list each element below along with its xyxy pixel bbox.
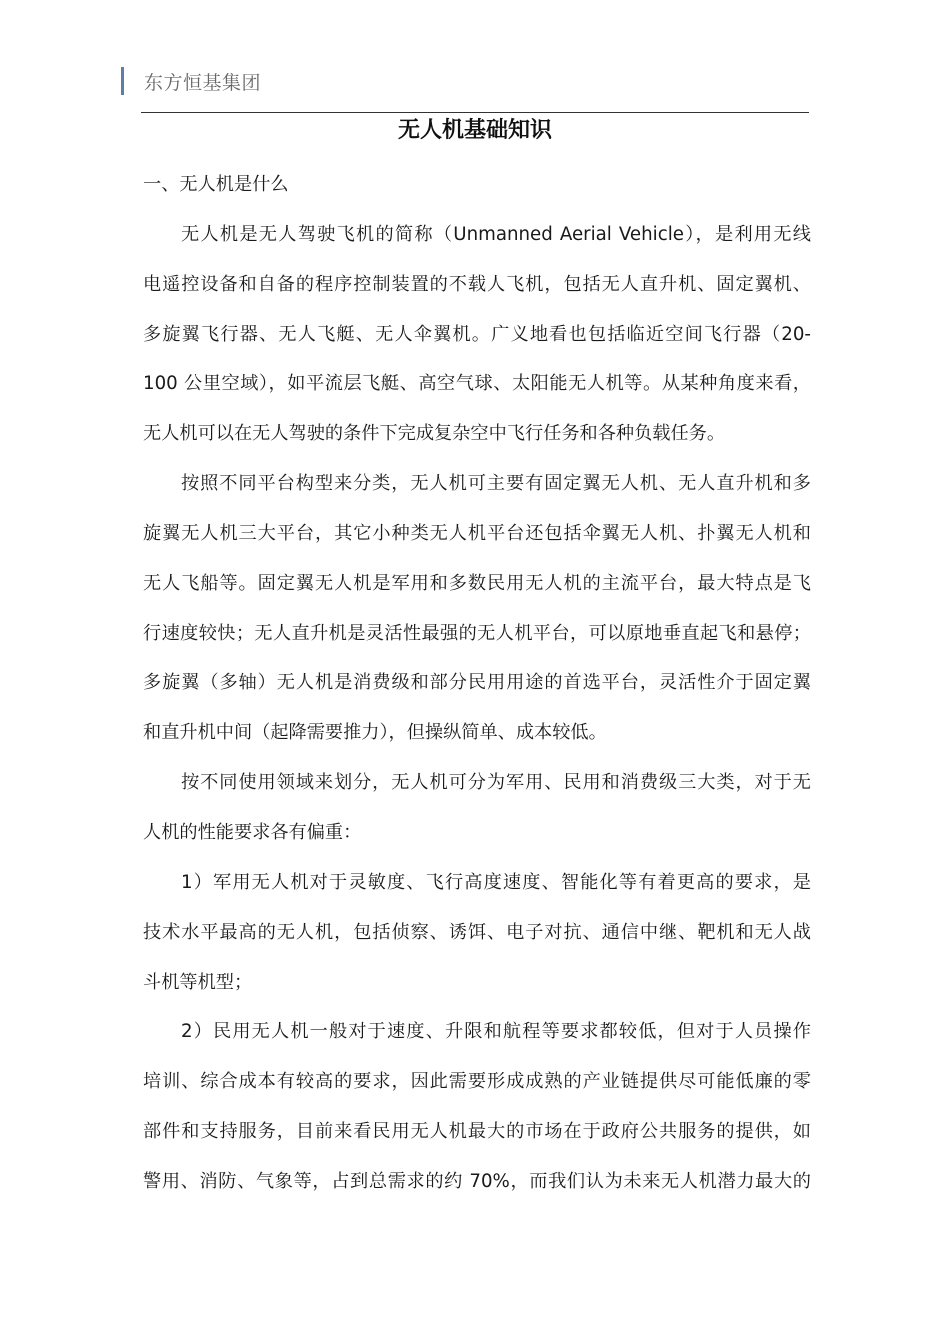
body-text-line: 按不同使用领域来划分，无人机可分为军用、民用和消费级三大类，对于无 — [181, 772, 811, 794]
body-text-line: 无人飞船等。固定翼无人机是军用和多数民用无人机的主流平台，最大特点是飞 — [143, 572, 811, 594]
body-text-line: 电遥控设备和自备的程序控制装置的不载人飞机，包括无人直升机、固定翼机、 — [143, 273, 811, 295]
body-text-line: 行速度较快；无人直升机是灵活性最强的无人机平台，可以原地垂直起飞和悬停； — [143, 622, 811, 644]
body-text-line: 人机的性能要求各有偏重： — [143, 821, 362, 843]
body-text-line: 警用、消防、气象等，占到总需求的约 70%，而我们认为未来无人机潜力最大的 — [143, 1170, 811, 1192]
body-text-line: 1）军用无人机对于灵敏度、飞行高度速度、智能化等有着更高的要求，是 — [181, 871, 811, 893]
body-text-line: 多旋翼（多轴）无人机是消费级和部分民用用途的首选平台，灵活性介于固定翼 — [143, 672, 811, 694]
document-body — [143, 160, 811, 1207]
body-text-line: 2）民用无人机一般对于速度、升限和航程等要求都较低，但对于人员操作 — [181, 1021, 811, 1043]
page-header — [121, 66, 261, 96]
body-text-line: 技术水平最高的无人机，包括侦察、诱饵、电子对抗、通信中继、靶机和无人战 — [143, 921, 811, 943]
section-heading: 一、无人机是什么 — [143, 174, 289, 195]
body-text-line: 无人机可以在无人驾驶的条件下完成复杂空中飞行任务和各种负载任务。 — [143, 423, 726, 445]
document-title: 无人机基础知识 — [397, 118, 552, 143]
body-text-line: 培训、综合成本有较高的要求，因此需要形成成熟的产业链提供尽可能低廉的零 — [143, 1071, 811, 1093]
body-text-line: 部件和支持服务，目前来看民用无人机最大的市场在于政府公共服务的提供，如 — [143, 1121, 811, 1143]
body-text-line: 按照不同平台构型来分类，无人机可主要有固定翼无人机、无人直升机和多 — [181, 473, 811, 495]
body-text-line: 和直升机中间（起降需要推力），但操纵简单、成本较低。 — [143, 722, 607, 744]
body-text-line: 斗机等机型； — [143, 971, 253, 993]
company-name: 东方恒基集团 — [144, 71, 262, 94]
body-text-line: 100 公里空域），如平流层飞艇、高空气球、太阳能无人机等。从某种角度来看， — [143, 373, 811, 395]
body-text-line: 旋翼无人机三大平台，其它小种类无人机平台还包括伞翼无人机、扑翼无人机和 — [143, 522, 811, 544]
body-text-line: 无人机是无人驾驶飞机的简称（Unmanned Aerial Vehicle），是利用无线 — [181, 223, 811, 245]
header-accent-bar — [121, 67, 124, 95]
body-text-line: 多旋翼飞行器、无人飞艇、无人伞翼机。广义地看也包括临近空间飞行器（20- — [143, 323, 811, 345]
